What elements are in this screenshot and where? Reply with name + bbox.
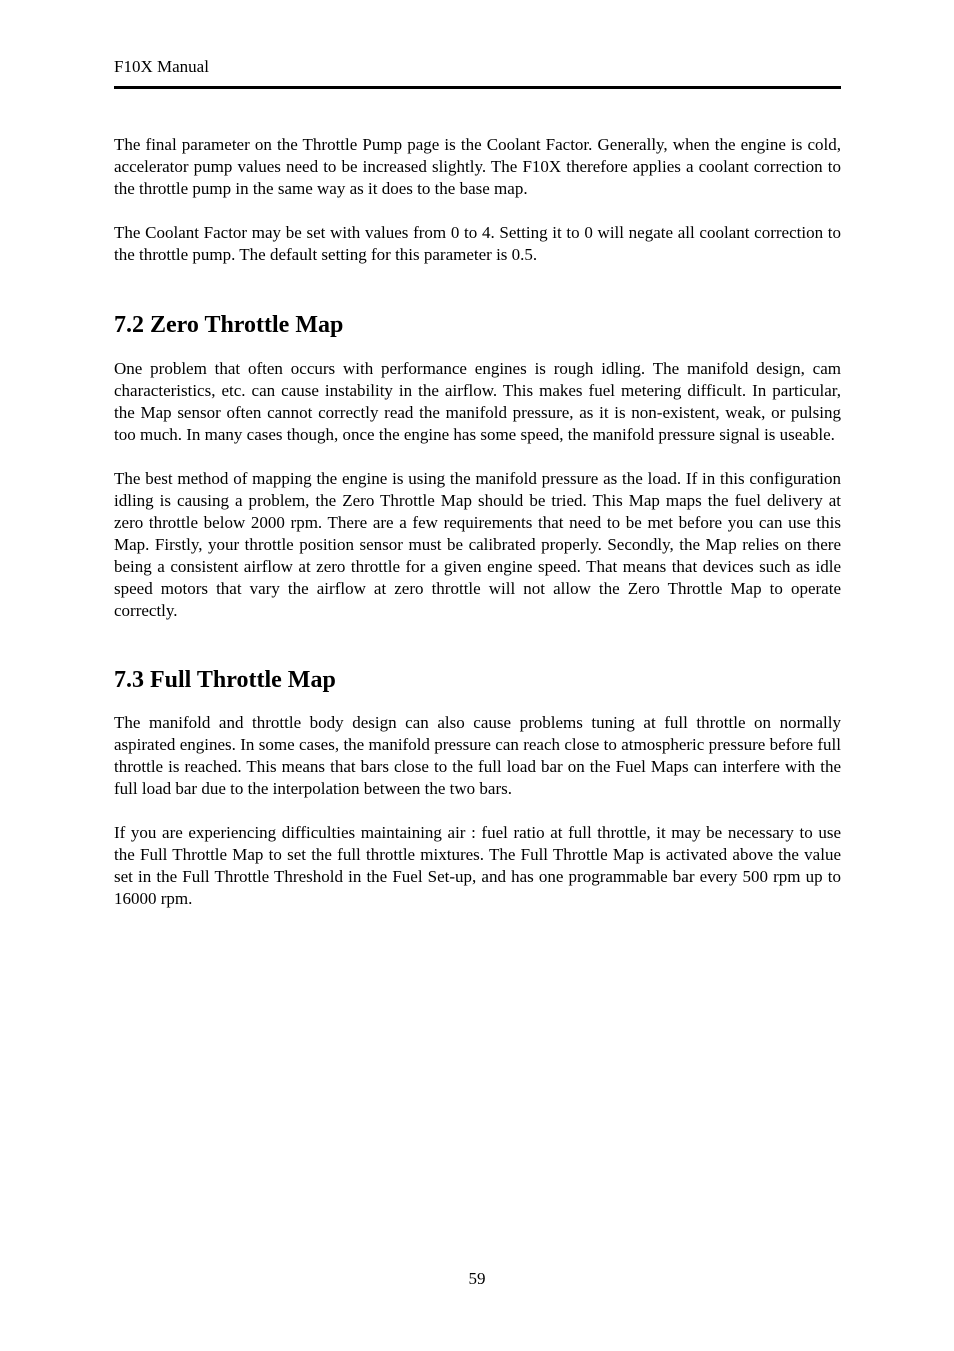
- running-header: F10X Manual: [114, 57, 209, 76]
- zero-throttle-paragraph-1: One problem that often occurs with performance engines is rough idling. The manifold design, cam characteristics, etc. can cause instability in the airflow. This makes fuel metering difficult. In particular, the Map sensor often cannot correctly read the manifold pressure, as it is non-existent, weak, or pulsing too much. In many cases though, once the engine has some speed, the manifold pressure signal is useable.: [114, 359, 841, 444]
- section-heading-full-throttle-map: 7.3 Full Throttle Map: [114, 667, 336, 693]
- zero-throttle-paragraph-2: The best method of mapping the engine is using the manifold pressure as the load. If in this configuration idling is causing a problem, the Zero Throttle Map should be tried. This Map maps the fuel delivery at zero throttle below 2000 rpm. There are a few requirements that need to be met before you can use this Map. Firstly, your throttle position sensor must be calibrated properly. Secondly, the Map relies on there being a consistent airflow at zero throttle for a given engine speed. That means that devices such as idle speed motors that vary the airflow at zero throttle will not allow the Zero Throttle Map to operate correctly.: [114, 469, 841, 620]
- full-throttle-paragraph-1: The manifold and throttle body design can also cause problems tuning at full throttle on normally aspirated engines. In some cases, the manifold pressure can reach close to atmospheric pressure before full throttle is reached. This means that bars close to the full load bar on the Fuel Maps can interfere with the full load bar due to the interpolation between the two bars.: [114, 713, 841, 798]
- full-throttle-paragraph-2: If you are experiencing difficulties maintaining air : fuel ratio at full throttle, it may be necessary to use the Full Throttle Map to set the full throttle mixtures. The Full Throttle Map is activated above the value set in the Full Throttle Threshold in the Fuel Set-up, and has one programmable bar every 500 rpm up to 16000 rpm.: [114, 823, 841, 908]
- section-heading-zero-throttle-map: 7.2 Zero Throttle Map: [114, 312, 344, 338]
- intro-paragraph-2: The Coolant Factor may be set with values from 0 to 4. Setting it to 0 will negate all coolant correction to the throttle pump. The default setting for this parameter is 0.5.: [114, 223, 841, 264]
- intro-paragraph-1: The final parameter on the Throttle Pump page is the Coolant Factor. Generally, when the engine is cold, accelerator pump values need to be increased slightly. The F10X therefore applies a coolant correction to the throttle pump in the same way as it does to the base map.: [114, 135, 841, 198]
- page-number: 59: [468, 1269, 486, 1288]
- header-rule: [114, 86, 841, 89]
- page-body: [114, 134, 841, 910]
